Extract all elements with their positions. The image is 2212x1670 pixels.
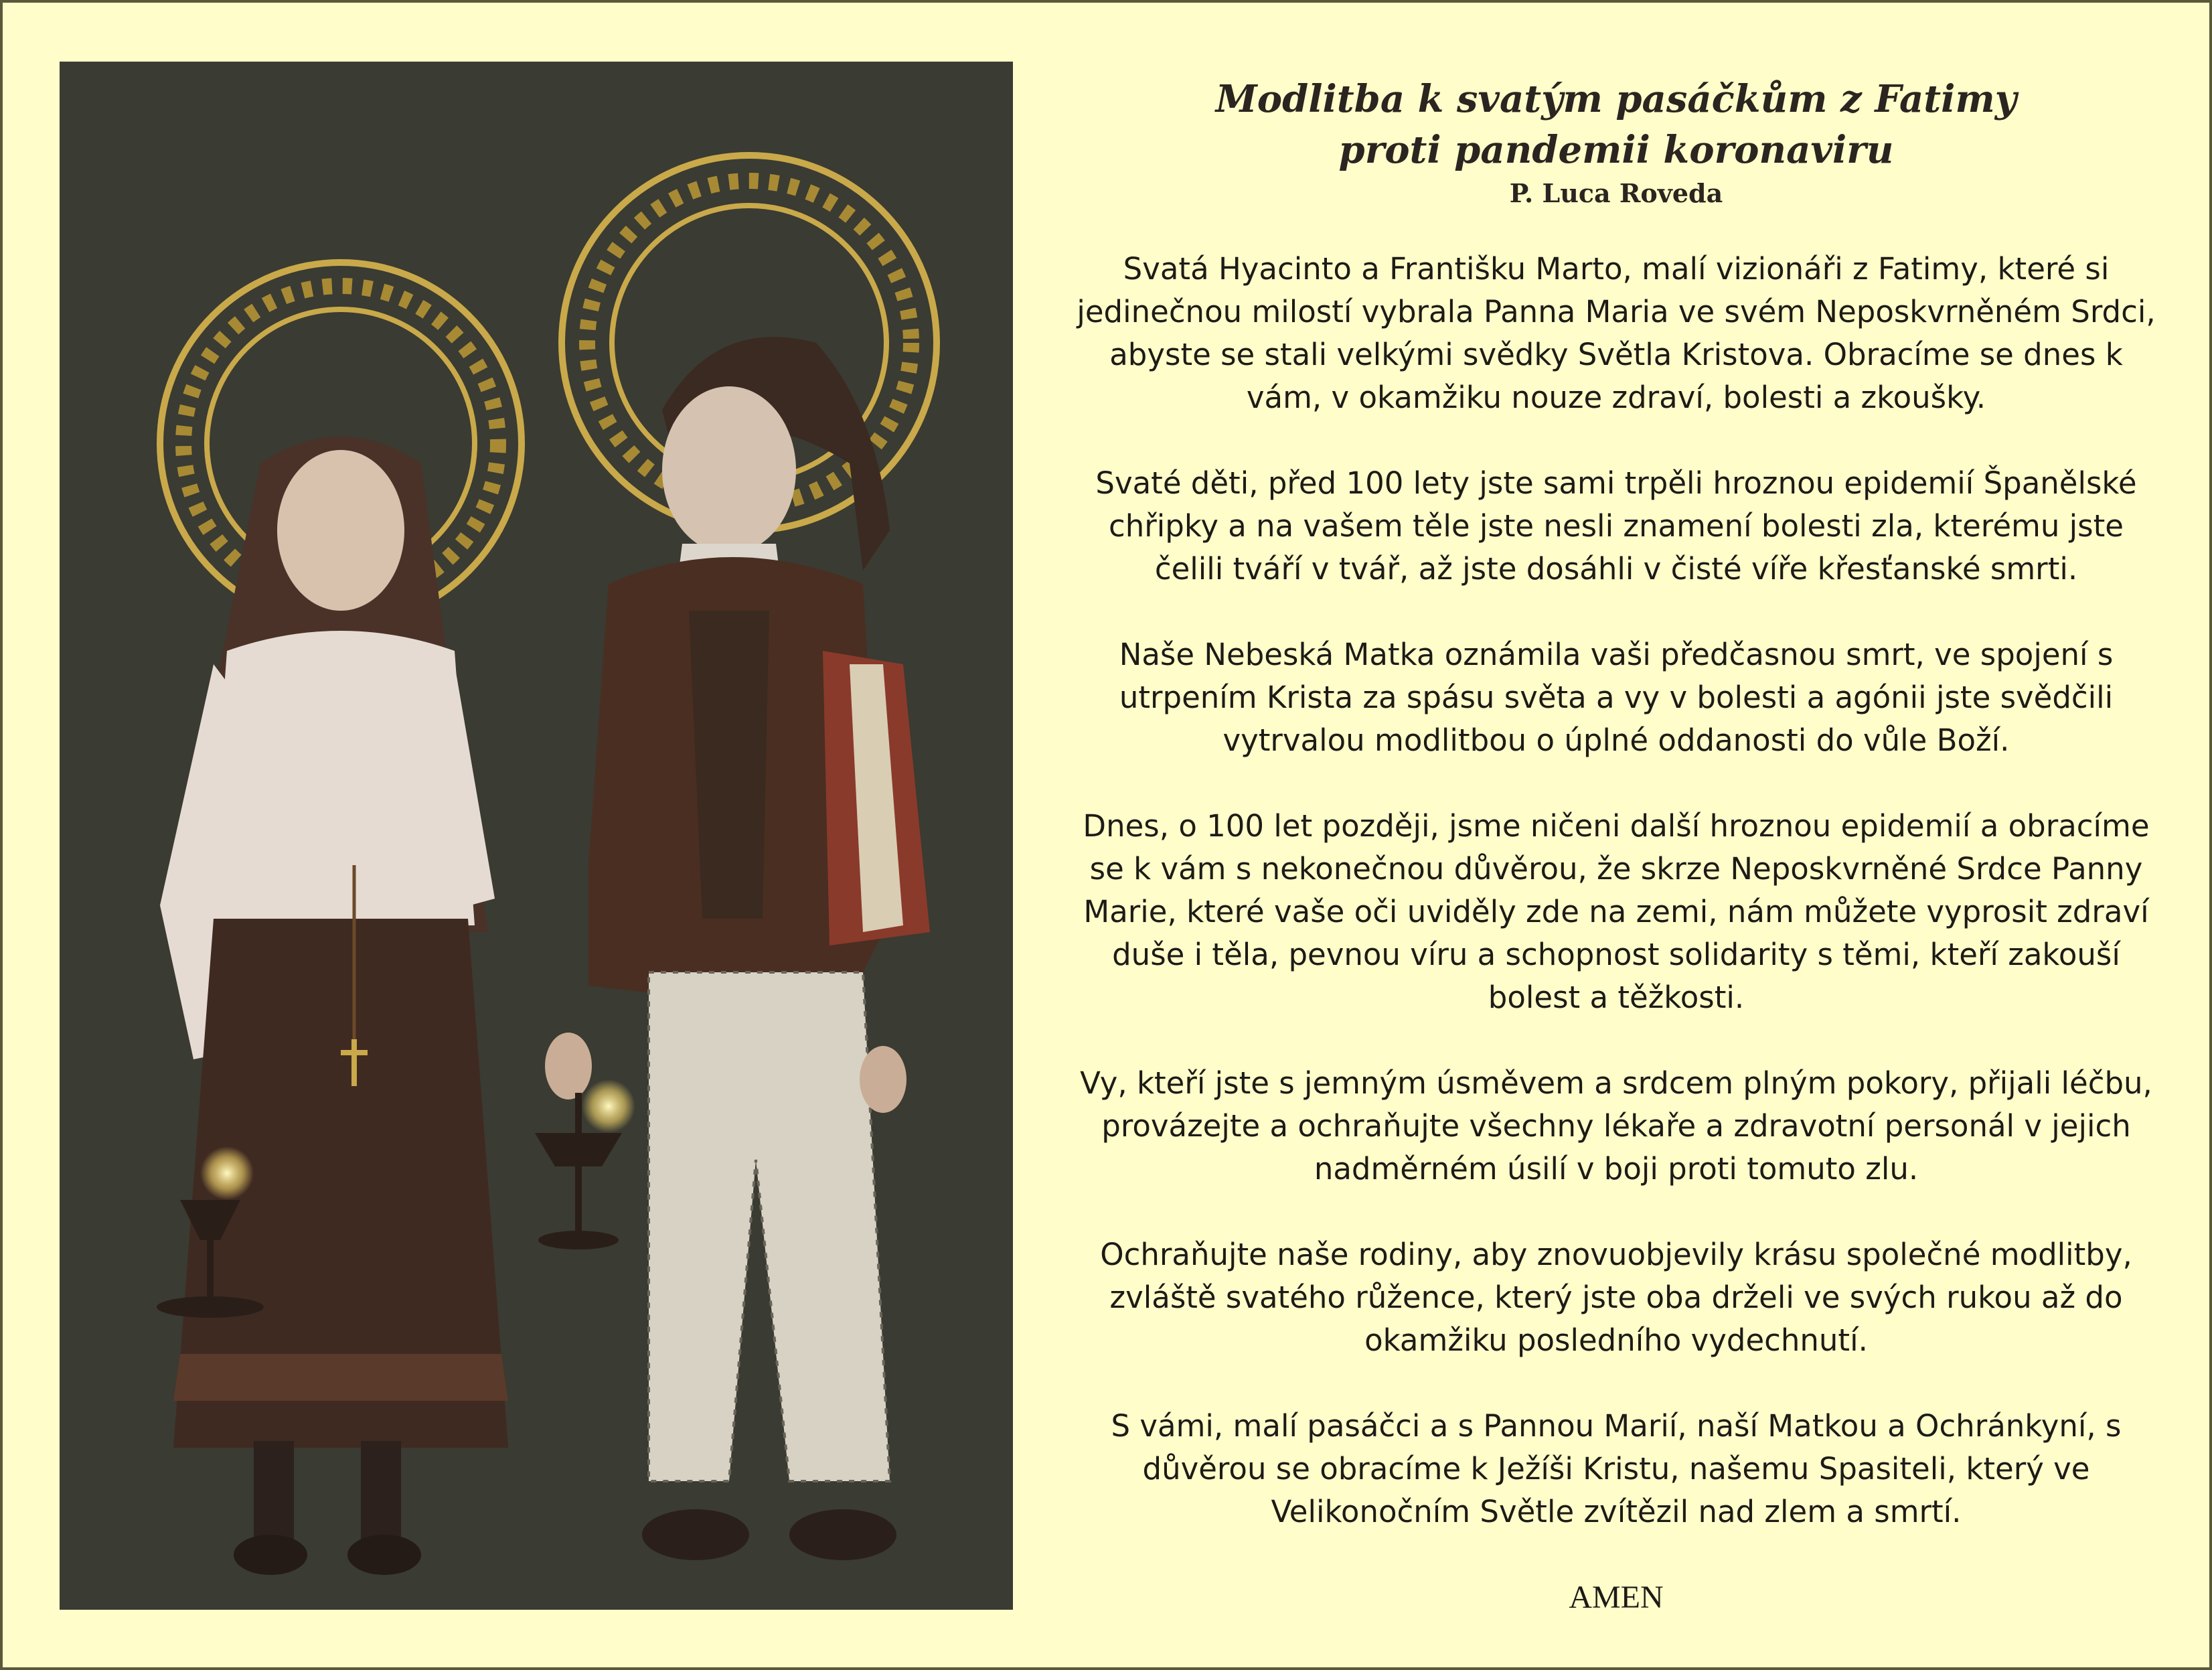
prayer-body (1067, 248, 2165, 1619)
prayer-title (1067, 74, 2165, 175)
prayer-paragraph-7: S vámi, malí pasáčci a s Pannou Marií, naší Matkou a Ochránkyní, s důvěrou se obracíme k Ježíši Kristu, našemu Spasiteli, který ve Velikonočním Světle zvítězil nad zlem a smrtí. (1111, 1408, 2122, 1529)
prayer-paragraph-6: Ochraňujte naše rodiny, aby znovuobjevily krásu společné modlitby, zvláště svatého růžence, který jste oba drželi ve svých rukou až do okamžiku posledního vydechnutí. (1100, 1237, 2132, 1358)
prayer-paragraph-5: Vy, kteří jste s jemným úsměvem a srdcem plným pokory, přijali léčbu, provázejte a ochraňujte všechny lékaře a zdravotní personál v jejich nadměrném úsilí v boji proti tomuto zlu. (1080, 1065, 2152, 1187)
prayer-author: P. Luca Roveda (1509, 178, 1723, 208)
prayer-paragraph-1: Svatá Hyacinto a Františku Marto, malí vizionáři z Fatimy, které si jedinečnou milostí vybrala Panna Maria ve svém Neposkvrněném Srdci, abyste se stali velkými svědky Světla Kristova. Obracíme se dnes k vám, v okamžiku nouze zdraví, bolesti a zkoušky. (1077, 251, 2156, 415)
prayer-amen: AMEN (1569, 1580, 1664, 1615)
prayer-paragraph-3: Naše Nebeská Matka oznámila vaši předčasnou smrt, ve spojení s utrpením Krista za spásu světa a vy v bolesti a agónii jste svědčili vytrvalou modlitbou o úplné oddanosti do vůle Boží. (1119, 637, 2114, 758)
saints-painting (60, 62, 1013, 1610)
saints-illustration (60, 62, 1013, 1610)
boy-figure (535, 337, 930, 1560)
girl-figure (157, 437, 508, 1575)
prayer-paragraph-4: Dnes, o 100 let později, jsme ničeni další hroznou epidemií a obracíme se k vám s nekonečnou důvěrou, že skrze Neposkvrněné Srdce Panny Marie, které vaše oči uviděly zde na zemi, nám můžete vyprosit zdraví duše i těla, pevnou víru a schopnost solidarity s těmi, kteří zakouší bolest a těžkosti. (1083, 808, 2150, 1015)
prayer-title-line2: proti pandemii koronaviru (1338, 128, 1894, 172)
prayer-title-line1: Modlitba k svatým pasáčkům z Fatimy (1215, 77, 2017, 121)
prayer-text-column (1067, 74, 2165, 1619)
prayer-paragraph-2: Svaté děti, před 100 lety jste sami trpěli hroznou epidemií Španělské chřipky a na vašem těle jste nesli znamení bolesti zla, kterému jste čelili tváří v tvář, až jste dosáhli v čisté víře křesťanské smrti. (1095, 465, 2137, 587)
